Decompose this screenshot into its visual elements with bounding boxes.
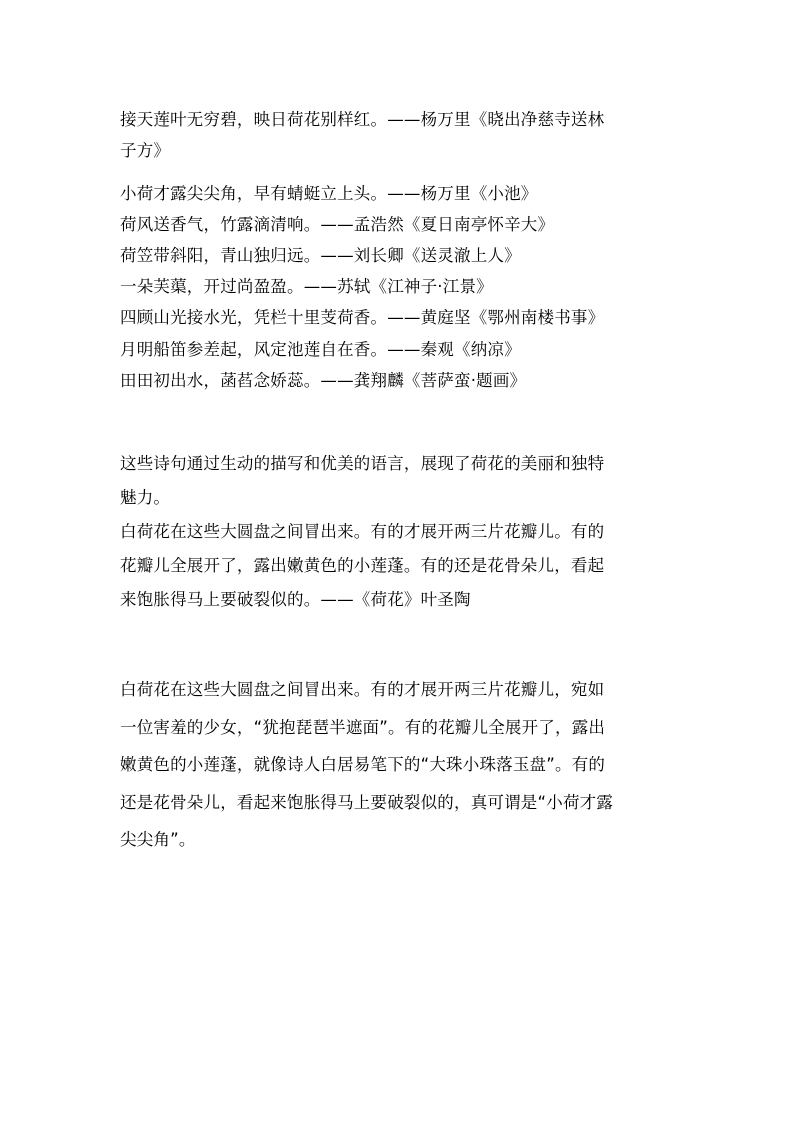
rewrite-line-3: 嫩黄色的小莲蓬，就像诗人白居易笔下的“大珠小珠落玉盘”。有的 xyxy=(120,755,606,774)
poem-7: 月明船笛参差起，风定池莲自在香。——秦观《纳凉》 xyxy=(120,339,521,359)
poem-2: 小荷才露尖尖角，早有蜻蜓立上头。——杨万里《小池》 xyxy=(120,183,538,203)
excerpt-line-2: 花瓣儿全展开了，露出嫩黄色的小莲蓬。有的还是花骨朵儿，看起 xyxy=(120,556,605,575)
poem-5: 一朵芙蕖，开过尚盈盈。——苏轼《江神子·江景》 xyxy=(120,277,493,297)
poem-1-line-1: 接天莲叶无穷碧，映日荷花别样红。——杨万里《晓出净慈寺送林 xyxy=(120,110,605,129)
poem-6: 四顾山光接水光，凭栏十里芰荷香。——黄庭坚《鄂州南楼书事》 xyxy=(120,308,605,328)
poem-8: 田田初出水，菡萏念娇蕊。——龚翔麟《菩萨蛮·题画》 xyxy=(120,370,527,390)
excerpt-line-3: 来饱胀得马上要破裂似的。——《荷花》叶圣陶 xyxy=(120,590,471,609)
summary-paragraph xyxy=(120,447,672,515)
summary-line-1: 这些诗句通过生动的描写和优美的语言，展现了荷花的美丽和独特 xyxy=(120,454,605,473)
excerpt-paragraph xyxy=(120,515,672,617)
poem-4: 荷笠带斜阳，青山独归远。——刘长卿《送灵澈上人》 xyxy=(120,246,521,266)
spacer xyxy=(120,617,672,671)
rewrite-line-1: 白荷花在这些大圆盘之间冒出来。有的才展开两三片花瓣儿，宛如 xyxy=(120,680,605,699)
poem-list xyxy=(120,104,672,396)
poem-1-line-2: 子方》 xyxy=(120,141,171,161)
excerpt-line-1: 白荷花在这些大圆盘之间冒出来。有的才展开两三片花瓣儿。有的 xyxy=(120,522,605,541)
rewrite-paragraph xyxy=(120,671,672,859)
rewrite-line-5: 尖尖角”。 xyxy=(120,830,196,849)
summary-line-2: 魅力。 xyxy=(120,488,171,507)
rewrite-line-4: 还是花骨朵儿，看起来饱胀得马上要破裂似的，真可谓是“小荷才露 xyxy=(120,792,614,812)
document-content xyxy=(120,104,672,859)
spacer xyxy=(120,396,672,447)
rewrite-line-2: 一位害羞的少女，“犹抱琵琶半遮面”。有的花瓣儿全展开了，露出 xyxy=(120,717,606,737)
poem-3: 荷风送香气，竹露滴清响。——孟浩然《夏日南亭怀辛大》 xyxy=(120,214,555,234)
